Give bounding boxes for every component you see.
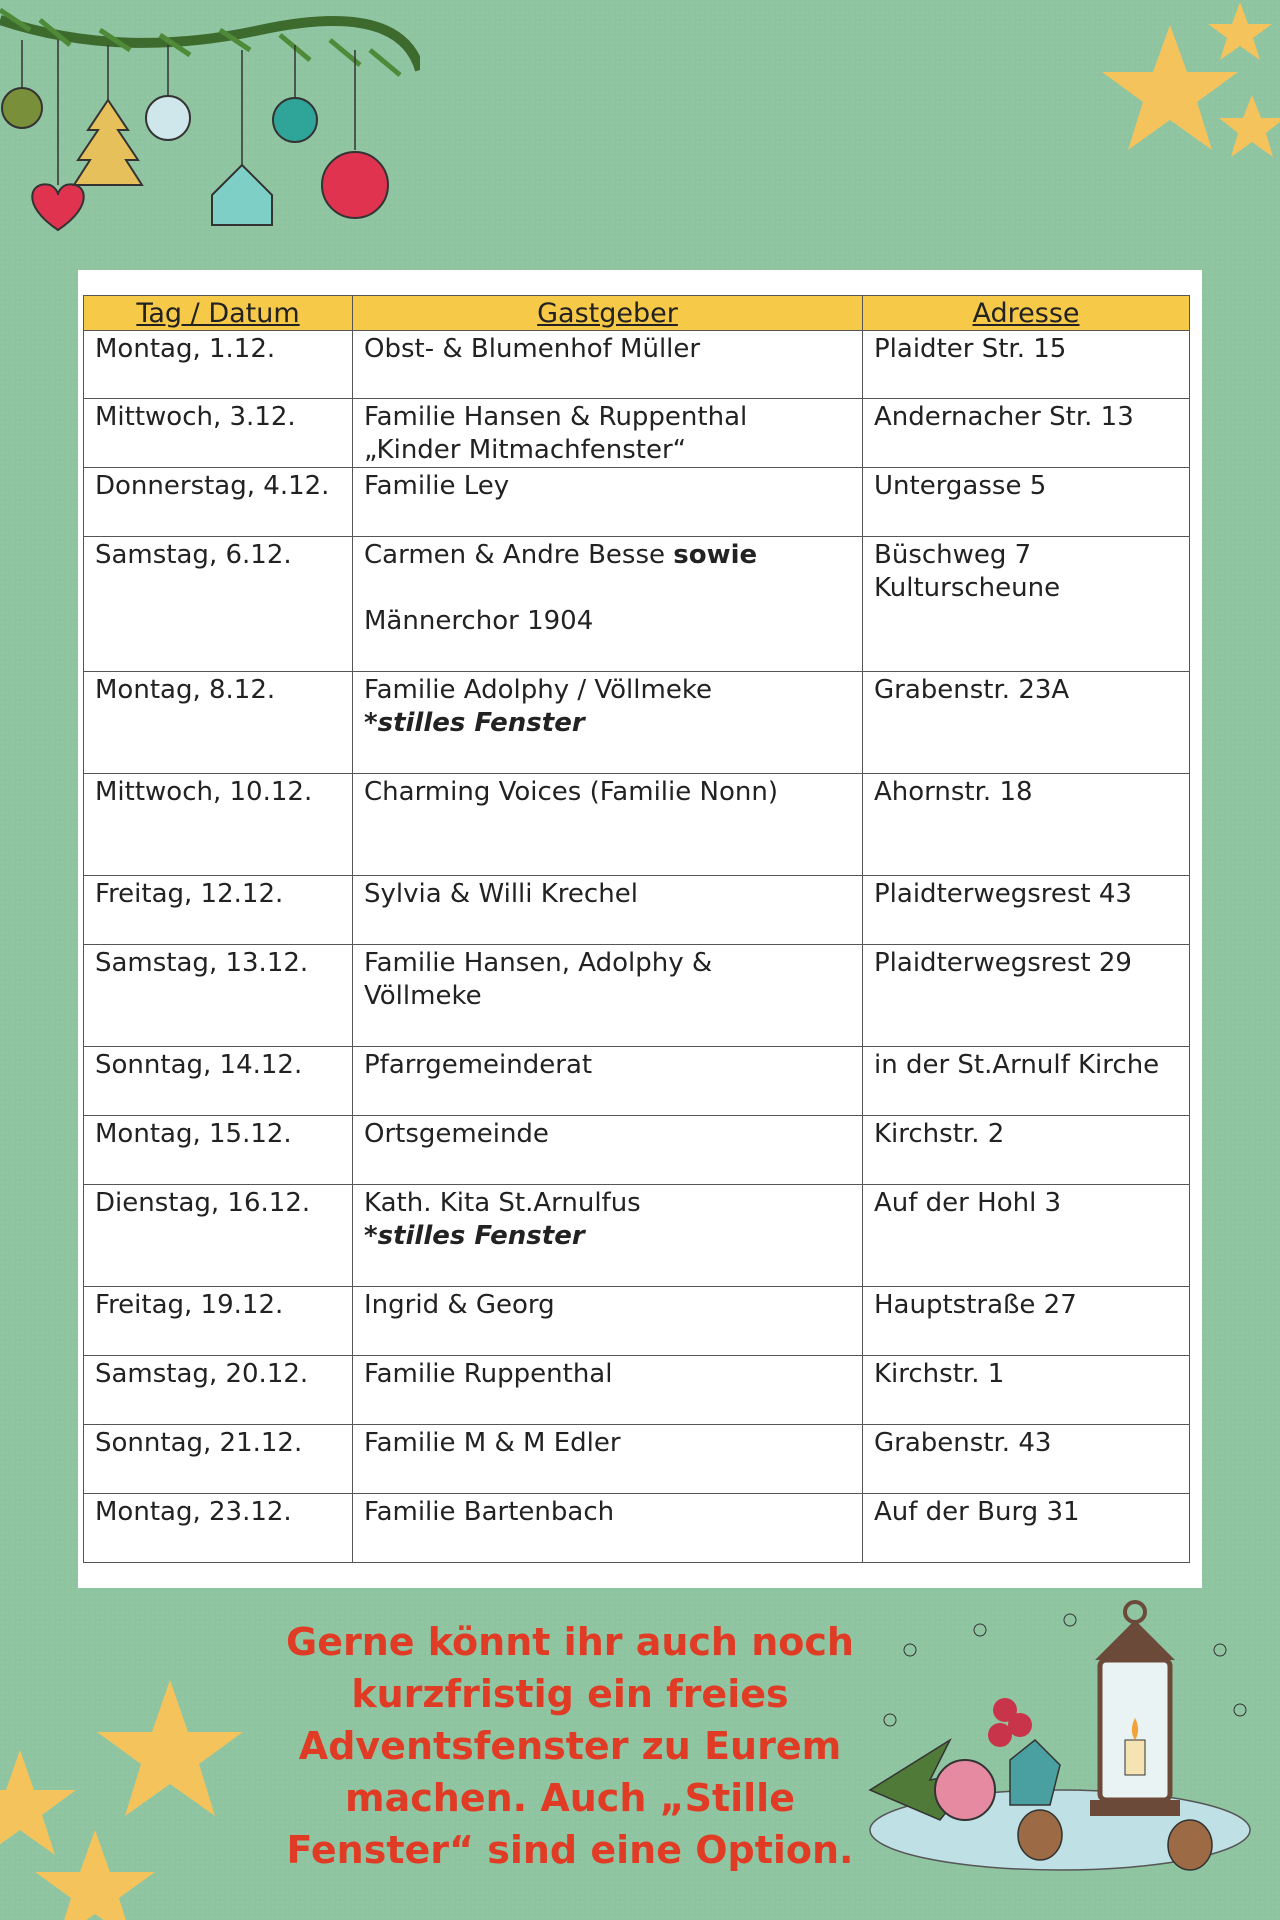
cell-day: Samstag, 13.12. [84, 945, 353, 1047]
cell-day: Montag, 15.12. [84, 1116, 353, 1185]
cell-host-text: Familie Adolphy / Völlmeke [364, 675, 712, 705]
cell-address: Auf der Burg 31 [863, 1494, 1190, 1563]
stars-icon [0, 1640, 260, 1920]
cell-host: Ingrid & Georg [353, 1287, 863, 1356]
cell-day: Sonntag, 14.12. [84, 1047, 353, 1116]
cell-address: Untergasse 5 [863, 468, 1190, 537]
cell-day: Montag, 8.12. [84, 672, 353, 774]
table-row [84, 1116, 1190, 1185]
cell-address: Büschweg 7 Kulturscheune [863, 537, 1190, 672]
cell-host [353, 537, 863, 672]
silent-window-note: *stilles Fenster [364, 708, 585, 738]
silent-window-note: *stilles Fenster [364, 1221, 585, 1251]
cell-host: Familie M & M Edler [353, 1425, 863, 1494]
table-row [84, 399, 1190, 468]
cell-host: Obst- & Blumenhof Müller [353, 331, 863, 399]
table-row [84, 1356, 1190, 1425]
cell-address: Kirchstr. 2 [863, 1116, 1190, 1185]
footer-invitation-text: Gerne könnt ihr auch noch kurzfristig ein freies Adventsfenster zu Eurem machen. Auch „Stille Fenster“ sind eine Option. [286, 1620, 854, 1872]
cell-host [353, 1185, 863, 1287]
table-row [84, 537, 1190, 672]
cell-host-text: Carmen & Andre Besse [364, 540, 665, 570]
schedule-sheet [78, 270, 1202, 1588]
cell-day: Dienstag, 16.12. [84, 1185, 353, 1287]
cell-address: Hauptstraße 27 [863, 1287, 1190, 1356]
advent-window-table [83, 295, 1190, 1563]
stars-icon [1040, 0, 1280, 200]
column-header-date: Tag / Datum [84, 296, 353, 331]
table-row [84, 876, 1190, 945]
cell-host: Sylvia & Willi Krechel [353, 876, 863, 945]
cell-host: Familie Hansen & Ruppenthal „Kinder Mitmachfenster“ [353, 399, 863, 468]
cell-address: in der St.Arnulf Kirche [863, 1047, 1190, 1116]
cell-address: Plaidterwegsrest 43 [863, 876, 1190, 945]
cell-address: Grabenstr. 43 [863, 1425, 1190, 1494]
table-row [84, 468, 1190, 537]
lantern-icon [860, 1590, 1260, 1880]
table-row [84, 1494, 1190, 1563]
cell-host: Charming Voices (Familie Nonn) [353, 774, 863, 876]
table-row [84, 1425, 1190, 1494]
table-header-row [84, 296, 1190, 331]
cell-day: Mittwoch, 3.12. [84, 399, 353, 468]
table-row [84, 774, 1190, 876]
cell-host: Pfarrgemeinderat [353, 1047, 863, 1116]
table-row [84, 672, 1190, 774]
cell-day: Freitag, 19.12. [84, 1287, 353, 1356]
cell-address: Plaidter Str. 15 [863, 331, 1190, 399]
cell-address: Plaidterwegsrest 29 [863, 945, 1190, 1047]
cell-day: Sonntag, 21.12. [84, 1425, 353, 1494]
table-row [84, 331, 1190, 399]
cell-host: Familie Ley [353, 468, 863, 537]
cell-host-conjunction: sowie [673, 540, 758, 570]
garland-ornaments-icon [0, 0, 420, 250]
cell-host: Familie Hansen, Adolphy & Völlmeke [353, 945, 863, 1047]
column-header-address: Adresse [863, 296, 1190, 331]
cell-day: Samstag, 6.12. [84, 537, 353, 672]
cell-host [353, 672, 863, 774]
cell-day: Montag, 23.12. [84, 1494, 353, 1563]
column-header-host: Gastgeber [353, 296, 863, 331]
cell-address: Auf der Hohl 3 [863, 1185, 1190, 1287]
cell-host-extra: Männerchor 1904 [364, 606, 594, 636]
cell-host: Familie Ruppenthal [353, 1356, 863, 1425]
cell-host: Ortsgemeinde [353, 1116, 863, 1185]
cell-address: Ahornstr. 18 [863, 774, 1190, 876]
table-row [84, 1287, 1190, 1356]
cell-day: Montag, 1.12. [84, 331, 353, 399]
table-row [84, 945, 1190, 1047]
cell-address: Andernacher Str. 13 [863, 399, 1190, 468]
cell-day: Donnerstag, 4.12. [84, 468, 353, 537]
table-row [84, 1047, 1190, 1116]
cell-day: Mittwoch, 10.12. [84, 774, 353, 876]
cell-address: Grabenstr. 23A [863, 672, 1190, 774]
cell-host-text: Kath. Kita St.Arnulfus [364, 1188, 641, 1218]
table-row [84, 1185, 1190, 1287]
cell-host: Familie Bartenbach [353, 1494, 863, 1563]
cell-address: Kirchstr. 1 [863, 1356, 1190, 1425]
cell-day: Samstag, 20.12. [84, 1356, 353, 1425]
cell-day: Freitag, 12.12. [84, 876, 353, 945]
